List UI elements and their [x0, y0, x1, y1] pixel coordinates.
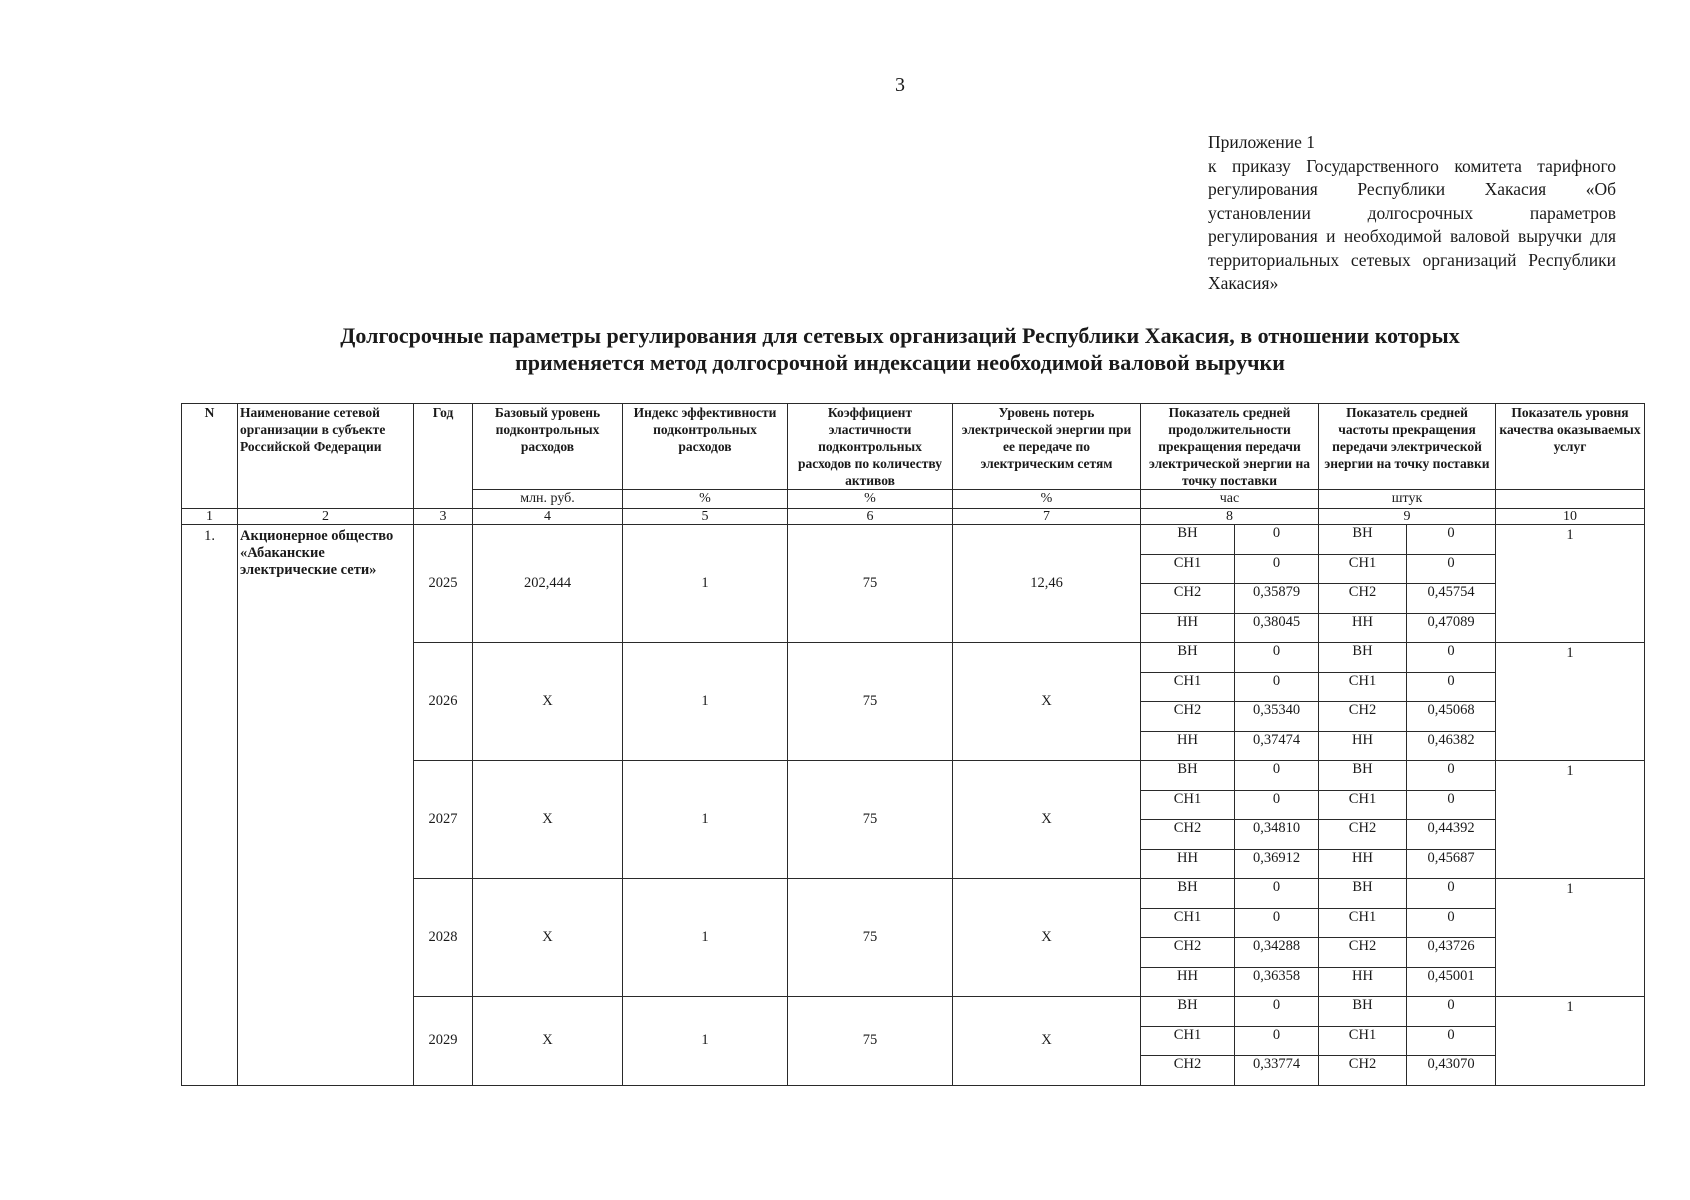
header-elasticity-coef: Коэффициент эластичности подконтрольных расходов по количеству активов	[788, 404, 953, 490]
elasticity-coef-cell: 75	[788, 761, 953, 879]
year-cell: 2025	[414, 525, 473, 643]
duration-voltage-label: СН1	[1141, 1026, 1235, 1056]
col-number: 8	[1141, 509, 1319, 525]
frequency-voltage-label: СН2	[1319, 938, 1407, 968]
frequency-value: 0	[1407, 525, 1496, 555]
header-base-level: Базовый уровень подконтрольных расходов	[473, 404, 623, 490]
duration-value: 0	[1235, 643, 1319, 673]
duration-value: 0	[1235, 672, 1319, 702]
frequency-voltage-label: НН	[1319, 967, 1407, 997]
unit-index: %	[623, 490, 788, 509]
parameters-table	[181, 403, 1645, 1086]
duration-value: 0,36358	[1235, 967, 1319, 997]
duration-value: 0	[1235, 790, 1319, 820]
document-title-line-1: Долгосрочные параметры регулирования для сетевых организаций Республики Хакасия, в отношении которых	[340, 323, 1460, 348]
frequency-value: 0	[1407, 643, 1496, 673]
loss-level-cell: 12,46	[953, 525, 1141, 643]
frequency-value: 0,43070	[1407, 1056, 1496, 1086]
unit-coef: %	[788, 490, 953, 509]
frequency-voltage-label: ВН	[1319, 643, 1407, 673]
duration-voltage-label: СН1	[1141, 672, 1235, 702]
duration-voltage-label: НН	[1141, 967, 1235, 997]
frequency-voltage-label: НН	[1319, 849, 1407, 879]
efficiency-index-cell: 1	[623, 879, 788, 997]
duration-voltage-label: НН	[1141, 731, 1235, 761]
frequency-voltage-label: СН1	[1319, 790, 1407, 820]
duration-voltage-label: СН1	[1141, 554, 1235, 584]
col-number: 3	[414, 509, 473, 525]
frequency-value: 0,47089	[1407, 613, 1496, 643]
year-cell: 2026	[414, 643, 473, 761]
efficiency-index-cell: 1	[623, 761, 788, 879]
header-efficiency-index: Индекс эффективности подконтрольных расходов	[623, 404, 788, 490]
frequency-value: 0	[1407, 879, 1496, 909]
loss-level-cell: X	[953, 997, 1141, 1086]
frequency-value: 0,45687	[1407, 849, 1496, 879]
frequency-voltage-label: СН1	[1319, 1026, 1407, 1056]
duration-value: 0,33774	[1235, 1056, 1319, 1086]
header-avg-frequency: Показатель средней частоты прекращения передачи электрической энергии на точку поставки	[1319, 404, 1496, 490]
quality-cell: 1	[1496, 643, 1645, 761]
frequency-voltage-label: ВН	[1319, 997, 1407, 1027]
frequency-voltage-label: ВН	[1319, 761, 1407, 791]
quality-cell: 1	[1496, 997, 1645, 1086]
duration-voltage-label: ВН	[1141, 761, 1235, 791]
frequency-value: 0,44392	[1407, 820, 1496, 850]
duration-voltage-label: СН2	[1141, 584, 1235, 614]
duration-value: 0	[1235, 525, 1319, 555]
quality-cell: 1	[1496, 525, 1645, 643]
frequency-value: 0,43726	[1407, 938, 1496, 968]
frequency-value: 0	[1407, 672, 1496, 702]
appendix-body: к приказу Государственного комитета тарифного регулирования Республики Хакасия «Об установлении долгосрочных параметров регулирования и необходимой валовой выручки для территориальных сетевых организаций Республики Хакасия»	[1208, 155, 1616, 293]
duration-value: 0,34288	[1235, 938, 1319, 968]
frequency-voltage-label: СН1	[1319, 908, 1407, 938]
duration-value: 0,37474	[1235, 731, 1319, 761]
duration-value: 0,35879	[1235, 584, 1319, 614]
frequency-value: 0,45001	[1407, 967, 1496, 997]
duration-value: 0	[1235, 554, 1319, 584]
efficiency-index-cell: 1	[623, 997, 788, 1086]
duration-voltage-label: ВН	[1141, 525, 1235, 555]
col-number: 9	[1319, 509, 1496, 525]
frequency-voltage-label: СН1	[1319, 672, 1407, 702]
col-number: 6	[788, 509, 953, 525]
duration-voltage-label: СН2	[1141, 702, 1235, 732]
quality-cell: 1	[1496, 879, 1645, 997]
appendix-note	[1208, 131, 1616, 296]
column-numbers-row	[182, 509, 1645, 525]
year-cell: 2028	[414, 879, 473, 997]
efficiency-index-cell: 1	[623, 643, 788, 761]
frequency-voltage-label: СН2	[1319, 702, 1407, 732]
frequency-value: 0	[1407, 1026, 1496, 1056]
duration-value: 0	[1235, 997, 1319, 1027]
duration-voltage-label: ВН	[1141, 997, 1235, 1027]
duration-voltage-label: СН1	[1141, 790, 1235, 820]
col-number: 4	[473, 509, 623, 525]
page-number: 3	[895, 74, 905, 96]
duration-value: 0,38045	[1235, 613, 1319, 643]
frequency-voltage-label: НН	[1319, 731, 1407, 761]
duration-voltage-label: СН2	[1141, 1056, 1235, 1086]
duration-value: 0	[1235, 761, 1319, 791]
duration-value: 0,34810	[1235, 820, 1319, 850]
duration-value: 0,36912	[1235, 849, 1319, 879]
loss-level-cell: X	[953, 643, 1141, 761]
org-name: Акционерное общество «Абаканские электрические сети»	[238, 525, 414, 1086]
duration-voltage-label: СН2	[1141, 938, 1235, 968]
header-n: N	[182, 404, 238, 509]
header-org-name: Наименование сетевой организации в субъекте Российской Федерации	[238, 404, 414, 509]
col-number: 10	[1496, 509, 1645, 525]
duration-value: 0,35340	[1235, 702, 1319, 732]
duration-voltage-label: СН1	[1141, 908, 1235, 938]
year-cell: 2027	[414, 761, 473, 879]
row-number: 1.	[182, 525, 238, 1086]
duration-voltage-label: НН	[1141, 613, 1235, 643]
frequency-value: 0	[1407, 908, 1496, 938]
frequency-voltage-label: НН	[1319, 613, 1407, 643]
frequency-value: 0	[1407, 761, 1496, 791]
duration-voltage-label: ВН	[1141, 879, 1235, 909]
frequency-value: 0,45754	[1407, 584, 1496, 614]
document-title-line-2: применяется метод долгосрочной индексации необходимой валовой выручки	[515, 350, 1285, 375]
efficiency-index-cell: 1	[623, 525, 788, 643]
base-level-cell: X	[473, 997, 623, 1086]
unit-duration: час	[1141, 490, 1319, 509]
unit-loss: %	[953, 490, 1141, 509]
frequency-voltage-label: СН1	[1319, 554, 1407, 584]
frequency-value: 0	[1407, 997, 1496, 1027]
document-title	[180, 322, 1620, 376]
unit-frequency: штук	[1319, 490, 1496, 509]
duration-value: 0	[1235, 879, 1319, 909]
unit-base: млн. руб.	[473, 490, 623, 509]
elasticity-coef-cell: 75	[788, 997, 953, 1086]
loss-level-cell: X	[953, 879, 1141, 997]
duration-voltage-label: ВН	[1141, 643, 1235, 673]
header-loss-level: Уровень потерь электрической энергии при ее передаче по электрическим сетям	[953, 404, 1141, 490]
base-level-cell: X	[473, 761, 623, 879]
elasticity-coef-cell: 75	[788, 525, 953, 643]
base-level-cell: X	[473, 879, 623, 997]
col-number: 1	[182, 509, 238, 525]
elasticity-coef-cell: 75	[788, 643, 953, 761]
frequency-voltage-label: СН2	[1319, 584, 1407, 614]
frequency-voltage-label: ВН	[1319, 525, 1407, 555]
duration-value: 0	[1235, 1026, 1319, 1056]
year-cell: 2029	[414, 997, 473, 1086]
loss-level-cell: X	[953, 761, 1141, 879]
col-number: 5	[623, 509, 788, 525]
frequency-value: 0	[1407, 554, 1496, 584]
duration-voltage-label: СН2	[1141, 820, 1235, 850]
header-row	[182, 404, 1645, 490]
base-level-cell: 202,444	[473, 525, 623, 643]
col-number: 2	[238, 509, 414, 525]
header-quality: Показатель уровня качества оказываемых услуг	[1496, 404, 1645, 490]
table-row	[182, 525, 1645, 555]
appendix-heading: Приложение 1	[1208, 132, 1316, 152]
frequency-value: 0,46382	[1407, 731, 1496, 761]
elasticity-coef-cell: 75	[788, 879, 953, 997]
base-level-cell: X	[473, 643, 623, 761]
frequency-value: 0	[1407, 790, 1496, 820]
frequency-voltage-label: СН2	[1319, 820, 1407, 850]
duration-voltage-label: НН	[1141, 849, 1235, 879]
unit-quality	[1496, 490, 1645, 509]
duration-value: 0	[1235, 908, 1319, 938]
quality-cell: 1	[1496, 761, 1645, 879]
frequency-voltage-label: СН2	[1319, 1056, 1407, 1086]
frequency-value: 0,45068	[1407, 702, 1496, 732]
table-body	[182, 525, 1645, 1086]
header-year: Год	[414, 404, 473, 509]
frequency-voltage-label: ВН	[1319, 879, 1407, 909]
header-avg-duration: Показатель средней продолжительности прекращения передачи электрической энергии на точку поставки	[1141, 404, 1319, 490]
col-number: 7	[953, 509, 1141, 525]
